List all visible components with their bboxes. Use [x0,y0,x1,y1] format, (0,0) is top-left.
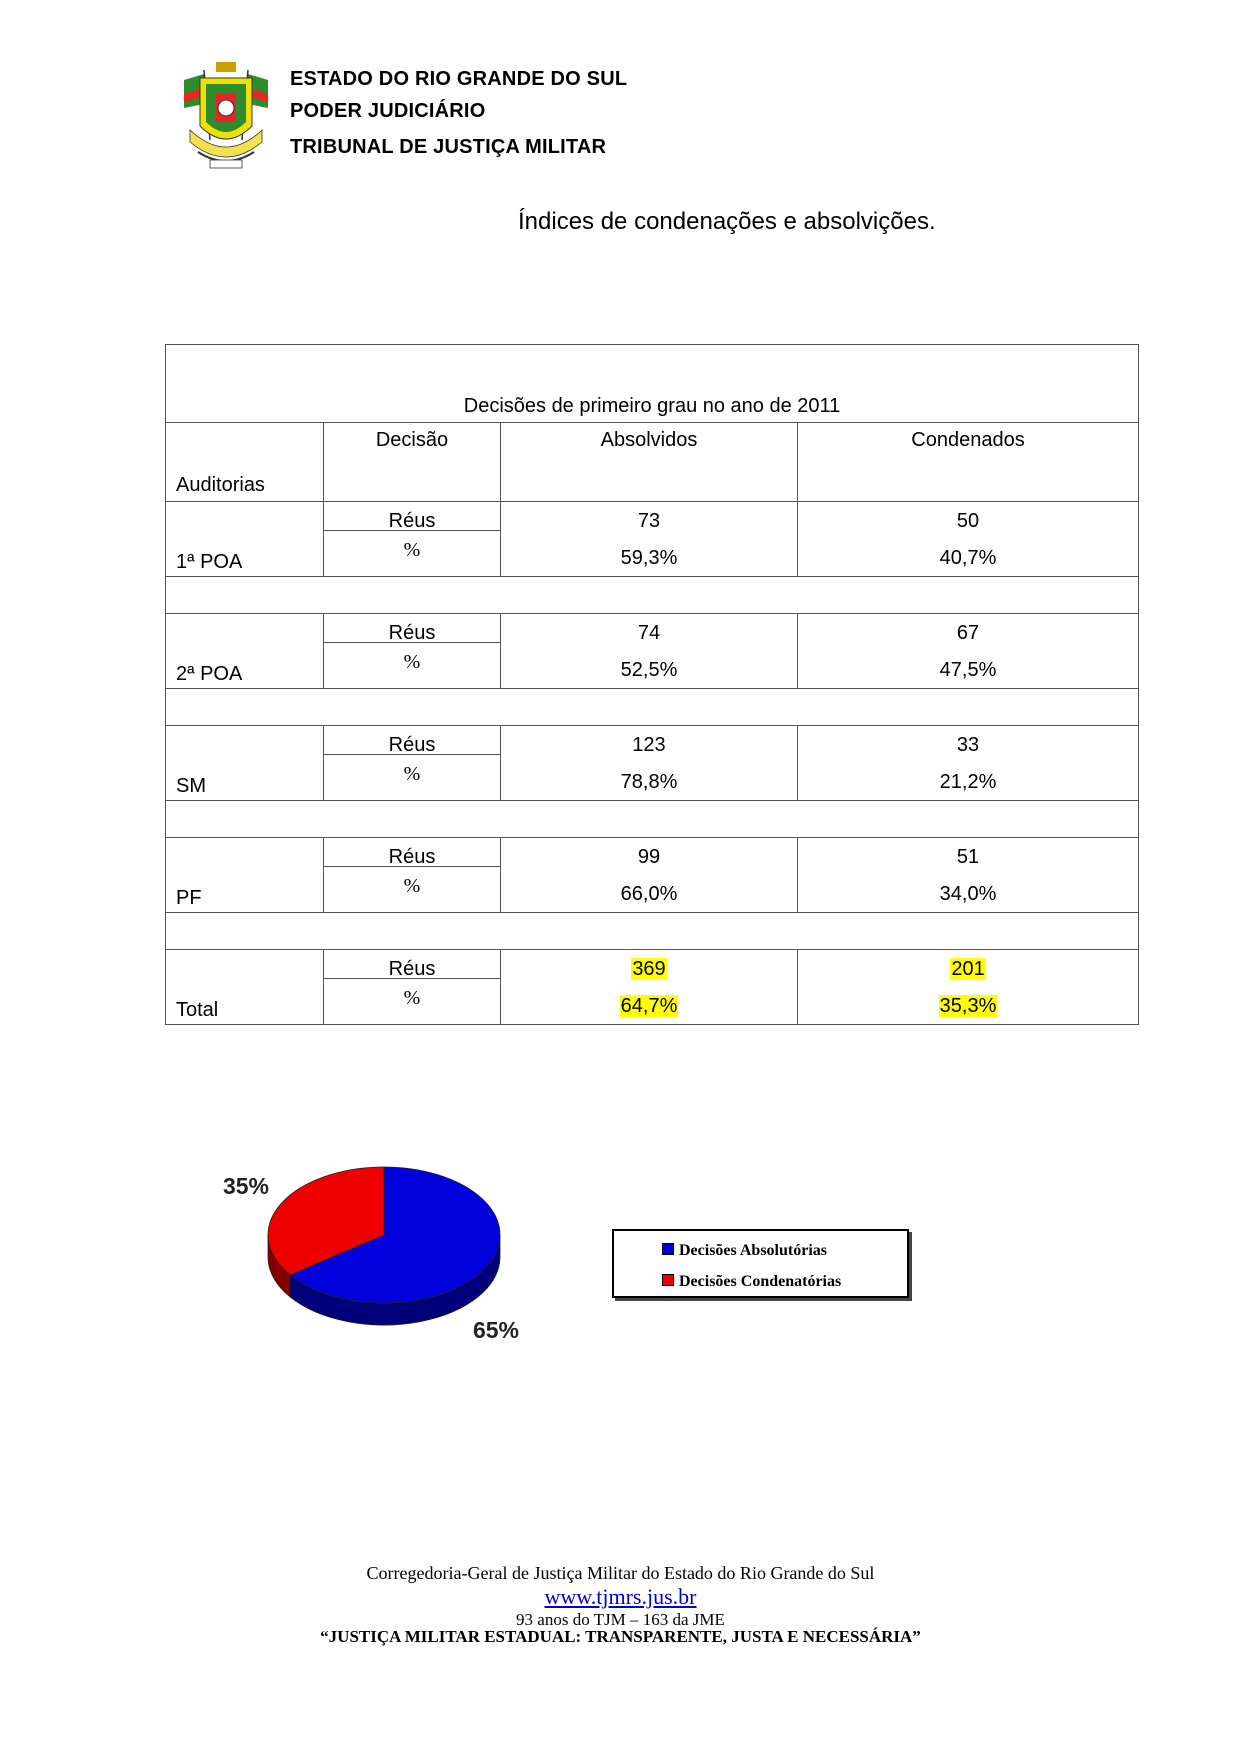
absolvidos-percent: 59,3% [620,547,678,569]
absolvidos-cell [501,838,798,913]
pie-percent-label: 65% [472,1317,520,1343]
auditoria-label: SM [166,726,324,801]
table-header-row [166,423,1139,502]
reus-label: Réus [388,734,436,756]
absolvidos-percent: 52,5% [620,659,678,681]
total-absolvidos-percent: 64,7% [620,995,678,1017]
percent-label: % [403,875,421,897]
condenados-percent: 47,5% [939,659,997,681]
absolvidos-count: 123 [632,734,666,756]
legend-label: Decisões Absolutórias [679,1242,827,1259]
decision-type-cell [324,726,501,801]
condenados-cell [798,838,1139,913]
total-absolvidos-count: 369 [632,958,666,980]
col-header-decisao: Decisão [324,423,501,502]
chart-legend [612,1229,909,1298]
absolvidos-cell [501,726,798,801]
decisions-table [165,344,1139,1025]
condenados-cell [798,502,1139,577]
percent-label: % [403,763,421,785]
reus-label: Réus [388,510,436,532]
percent-label: % [403,651,421,673]
legend-swatch-red [662,1274,674,1286]
total-label: Total [166,950,324,1025]
header-tribunal: TRIBUNAL DE JUSTIÇA MILITAR [290,136,607,158]
pie-chart [200,1160,580,1360]
header-power: PODER JUDICIÁRIO [290,100,486,122]
decision-type-cell [324,838,501,913]
auditoria-label: 1ª POA [166,502,324,577]
condenados-count: 51 [956,846,980,868]
legend-item-condenatorias [662,1273,841,1291]
footer-anniversary: 93 anos do TJM – 163 da JME [516,1610,725,1629]
condenados-cell [798,614,1139,689]
absolvidos-count: 99 [637,846,661,868]
auditoria-label: PF [166,838,324,913]
condenados-count: 50 [956,510,980,532]
decision-type-cell [324,614,501,689]
decision-type-cell [324,950,501,1025]
pie-percent-label: 35% [222,1173,270,1199]
condenados-cell [798,950,1139,1025]
reus-label: Réus [388,622,436,644]
decision-type-cell [324,502,501,577]
total-condenados-count: 201 [951,958,985,980]
document-title: Índices de condenações e absolvições. [518,208,936,235]
table-row [166,726,1139,801]
reus-label: Réus [388,846,436,868]
footer-institution: Corregedoria-Geral de Justiça Militar do Estado do Rio Grande do Sul [366,1563,875,1583]
percent-label: % [403,987,421,1009]
condenados-cell [798,726,1139,801]
table-row [166,502,1139,577]
spacer-row [166,689,1139,726]
footer-motto: “JUSTIÇA MILITAR ESTADUAL: TRANSPARENTE, JUSTA E NECESSÁRIA” [320,1627,921,1646]
table-row [166,614,1139,689]
legend-swatch-blue [662,1243,674,1255]
footer-website-link[interactable]: www.tjmrs.jus.br [544,1584,697,1609]
table-row [166,838,1139,913]
absolvidos-cell [501,614,798,689]
total-condenados-percent: 35,3% [939,995,997,1017]
header-state: ESTADO DO RIO GRANDE DO SUL [290,68,628,90]
table-caption-row [166,345,1139,423]
reus-label: Réus [388,958,436,980]
col-header-condenados: Condenados [798,423,1139,502]
col-header-absolvidos: Absolvidos [501,423,798,502]
spacer-row [166,577,1139,614]
auditoria-label: 2ª POA [166,614,324,689]
absolvidos-count: 74 [637,622,661,644]
table-row-total [166,950,1139,1025]
col-header-auditorias: Auditorias [166,423,324,502]
absolvidos-cell [501,502,798,577]
absolvidos-percent: 66,0% [620,883,678,905]
state-coat-of-arms-icon [180,60,272,176]
absolvidos-cell [501,950,798,1025]
percent-label: % [403,539,421,561]
legend-item-absolutorias [662,1242,827,1260]
table-caption: Decisões de primeiro grau no ano de 2011 [166,345,1139,423]
spacer-row [166,801,1139,838]
condenados-count: 67 [956,622,980,644]
condenados-percent: 34,0% [939,883,997,905]
absolvidos-percent: 78,8% [620,771,678,793]
legend-label: Decisões Condenatórias [679,1273,842,1290]
condenados-count: 33 [956,734,980,756]
condenados-percent: 40,7% [939,547,997,569]
spacer-row [166,913,1139,950]
absolvidos-count: 73 [637,510,661,532]
condenados-percent: 21,2% [939,771,997,793]
